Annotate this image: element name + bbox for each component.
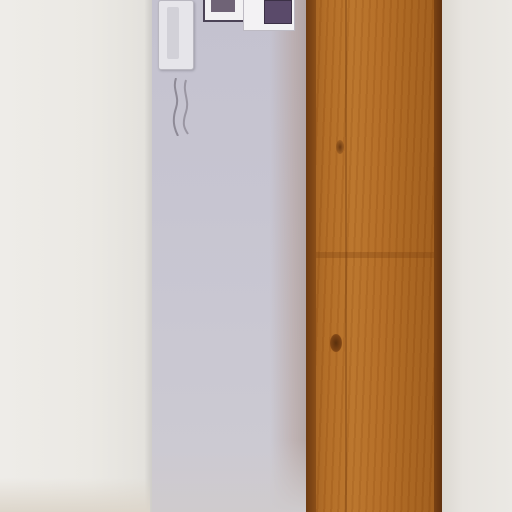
door-frame bbox=[434, 0, 442, 512]
door-edge bbox=[306, 0, 316, 512]
wall-picture-large-image bbox=[264, 0, 292, 24]
wall-picture-large bbox=[243, 0, 295, 31]
wood-knot bbox=[336, 140, 344, 154]
wall-picture-small-image bbox=[211, 0, 235, 12]
intercom-cord bbox=[170, 78, 196, 136]
left-wall-corner bbox=[144, 0, 152, 512]
intercom-handset bbox=[158, 0, 194, 70]
wood-knot bbox=[330, 334, 342, 352]
floor bbox=[0, 478, 150, 512]
corridor-shadow bbox=[270, 0, 310, 512]
door-rail bbox=[316, 252, 440, 258]
right-wall bbox=[442, 0, 512, 512]
wall-picture-small bbox=[203, 0, 245, 22]
intercom-receiver bbox=[167, 7, 179, 59]
corridor-floor bbox=[152, 440, 308, 512]
left-wall bbox=[0, 0, 150, 512]
